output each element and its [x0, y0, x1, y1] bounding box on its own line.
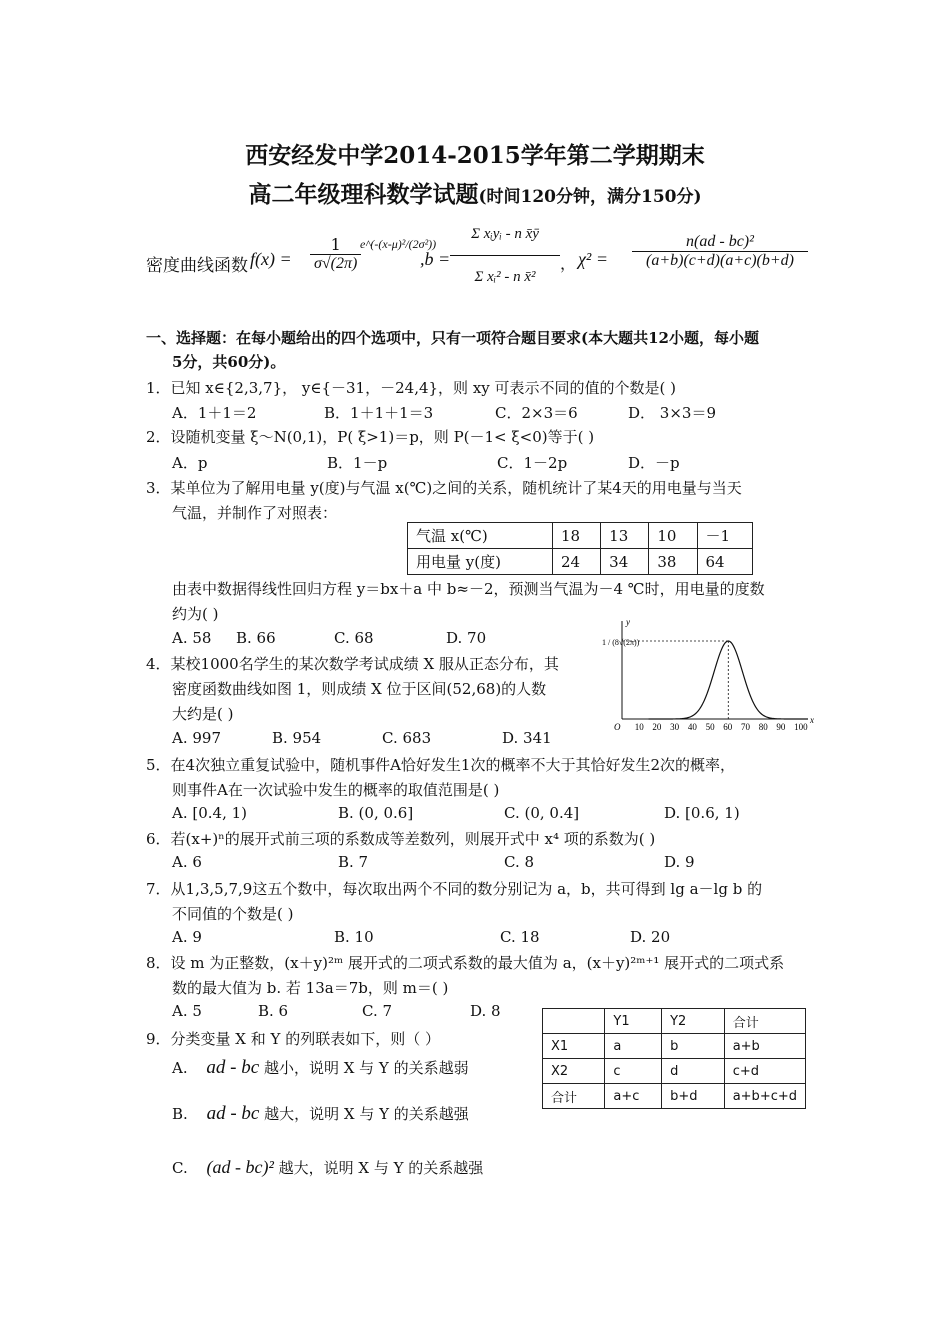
x-tick-label: 20	[652, 722, 662, 732]
chi-numerator: n(ad - bc)²	[632, 233, 808, 252]
table-cell: 18	[553, 523, 601, 549]
density-numerator: 1	[310, 235, 361, 255]
table-cell: b	[662, 1034, 725, 1059]
q8-option-d: D. 8	[470, 1002, 501, 1020]
q7-option-a: A. 9	[172, 928, 202, 946]
q1-option-b: B．1＋1＋1＝3	[324, 404, 434, 422]
q3-table	[407, 522, 753, 575]
table-cell: c+d	[724, 1059, 805, 1084]
b-numerator: Σ xᵢyᵢ - n x̄ȳ	[450, 213, 560, 256]
table-row	[408, 523, 753, 549]
q9-option-c	[172, 1157, 483, 1178]
density-denominator: σ√(2π)	[314, 255, 358, 272]
q7-stem-2: 不同值的个数是( )	[172, 905, 294, 923]
q6-option-d: D. 9	[664, 853, 695, 871]
density-curve	[649, 641, 808, 719]
b-fraction	[450, 213, 560, 298]
q2-option-a: A．p	[172, 454, 208, 472]
formula-line: 密度曲线函数 f(x) = $\frac{1}{\sigma√(2\pi)}$ e^(-(x-μ)²/(2σ²)) ,b = $\frac{\text{Σ xᵢyᵢ - n x̄ȳ}}{\text{Σ xᵢ² - n x̄²}}$ ， χ² = $\frac{\text{n(ad - bc)²}}{(a+b)(c+d)(a+c)(b+d)}$	[146, 213, 826, 313]
q9-option-b-text: 越大，说明 X 与 Y 的关系越强	[264, 1105, 469, 1123]
table-cell: 合计	[543, 1084, 605, 1109]
x-tick-label: 10	[634, 722, 644, 732]
q4-stem-2: 密度函数曲线如图 1，则成绩 X 位于区间(52,68)的人数	[172, 680, 547, 698]
x-tick-label: 90	[776, 722, 786, 732]
section-heading-cont: 5分，共60分)。	[172, 353, 286, 371]
table-cell: X1	[543, 1034, 605, 1059]
density-fraction	[310, 235, 360, 273]
table-cell: a+b	[724, 1034, 805, 1059]
table-row	[543, 1009, 806, 1034]
density-lhs: f(x) =	[250, 249, 292, 269]
q3-stem-2: 气温，并制作了对照表：	[172, 504, 338, 522]
subtitle-note: (时间120分钟，满分150分)	[478, 187, 702, 207]
q9-option-a-text: 越小，说明 X 与 Y 的关系越弱	[263, 1059, 469, 1077]
q1-option-a: A．1＋1＝2	[172, 404, 257, 422]
page-title: 西安经发中学2014-2015学年第二学期期末	[245, 142, 705, 169]
section-heading: 一、选择题：在每小题给出的四个选项中，只有一项符合题目要求(本大题共12小题，每小题	[146, 329, 759, 347]
table-cell: b+d	[662, 1084, 725, 1109]
table-cell: a+b+c+d	[724, 1084, 805, 1109]
table-cell: Y1	[605, 1009, 662, 1034]
q4-option-a: A. 997	[172, 729, 221, 747]
q3-option-c: C. 68	[334, 629, 374, 647]
chi-fraction	[632, 233, 808, 270]
q2-option-c: C．1－2p	[497, 454, 568, 472]
q9-option-c-text: 越大，说明 X 与 Y 的关系越强	[278, 1159, 484, 1177]
q9-option-a-letter: A.	[172, 1059, 188, 1077]
table-cell: 气温 x(℃)	[408, 523, 553, 549]
q3-stem-4: 约为( )	[172, 605, 219, 623]
x-tick-label: 60	[723, 722, 733, 732]
chi-lhs: χ² =	[578, 249, 608, 269]
q9-option-c-letter: C.	[172, 1159, 188, 1177]
table-row	[543, 1059, 806, 1084]
table-cell: 13	[601, 523, 649, 549]
y-peak-label: 1 / (8√(2π))	[602, 638, 640, 647]
b-denominator: Σ xᵢ² - n x̄²	[474, 269, 536, 285]
q3-option-d: D. 70	[446, 629, 487, 647]
table-cell: 34	[601, 549, 649, 575]
table-cell: 24	[553, 549, 601, 575]
q6-stem: 6．若(x+)ⁿ的展开式前三项的系数成等差数列，则展开式中 x⁴ 项的系数为( )	[146, 830, 656, 848]
q6-option-b: B. 7	[338, 853, 369, 871]
subtitle-text: 高二年级理科数学试题	[248, 181, 479, 208]
q5-stem-1: 5．在4次独立重复试验中，随机事件A恰好发生1次的概率不大于其恰好发生2次的概率，	[146, 756, 736, 774]
q5-option-a: A. [0.4, 1)	[172, 804, 248, 822]
table-row	[408, 549, 753, 575]
q1-stem: 1．已知 x∈{2,3,7}， y∈{－31，－24,4}，则 xy 可表示不同的值的个数是( )	[146, 379, 676, 397]
q6-option-a: A. 6	[172, 853, 202, 871]
q3-option-a: A. 58	[172, 629, 212, 647]
q8-stem-1: 8．设 m 为正整数，(x＋y)²ᵐ 展开式的二项式系数的最大值为 a，(x＋y)²ᵐ⁺¹ 展开式的二项式系	[146, 954, 785, 972]
table-cell: 用电量 y(度)	[408, 549, 553, 575]
table-cell: 64	[697, 549, 752, 575]
q9-option-b	[172, 1103, 469, 1125]
normal-curve-chart	[600, 615, 815, 735]
q5-stem-2: 则事件A在一次试验中发生的概率的取值范围是( )	[172, 781, 500, 799]
x-tick-label: 40	[687, 722, 697, 732]
q3-stem-1: 3．某单位为了解用电量 y(度)与气温 x(℃)之间的关系，随机统计了某4天的用电量与当天	[146, 479, 742, 497]
q8-option-a: A. 5	[172, 1002, 202, 1020]
q3-stem-3: 由表中数据得线性回归方程 y＝bx＋a 中 b≈－2，预测当气温为－4 ℃时，用电量的度数	[172, 580, 765, 598]
page-subtitle	[0, 176, 950, 209]
q9-contingency-table	[542, 1008, 806, 1109]
table-cell: 合计	[724, 1009, 805, 1034]
x-tick-label: 80	[758, 722, 768, 732]
q4-option-b: B. 954	[272, 729, 322, 747]
table-cell: a	[605, 1034, 662, 1059]
q7-stem-1: 7．从1,3,5,7,9这五个数中，每次取出两个不同的数分别记为 a，b，共可得到 lg a－lg b 的	[146, 880, 763, 898]
x-tick-label: 70	[741, 722, 750, 732]
x-tick-label: 50	[705, 722, 715, 732]
table-cell: d	[662, 1059, 725, 1084]
q5-option-c: C. (0, 0.4]	[504, 804, 580, 822]
x-tick-label: 30	[670, 722, 680, 732]
b-lhs: ,b =	[420, 249, 451, 269]
q9-option-b-letter: B.	[172, 1105, 188, 1123]
q2-stem: 2．设随机变量 ξ～N(0,1)，P( ξ>1)＝p，则 P(－1< ξ<0)等于( )	[146, 428, 595, 446]
q4-stem-3: 大约是( )	[172, 705, 234, 723]
q9-option-a	[172, 1057, 469, 1079]
q8-stem-2: 数的最大值为 b. 若 13a＝7b，则 m＝( )	[172, 979, 449, 997]
q4-stem-1: 4．某校1000名学生的某次数学考试成绩 X 服从正态分布，其	[146, 655, 559, 673]
q7-option-b: B. 10	[334, 928, 374, 946]
q6-option-c: C. 8	[504, 853, 535, 871]
q3-option-b: B. 66	[236, 629, 276, 647]
table-cell: a+c	[605, 1084, 662, 1109]
q1-option-d: D． 3×3＝9	[628, 404, 716, 422]
chi-denominator: (a+b)(c+d)(a+c)(b+d)	[645, 252, 794, 269]
table-cell: 38	[649, 549, 697, 575]
q9-option-a-expr: ad - bc	[206, 1057, 260, 1078]
table-cell: X2	[543, 1059, 605, 1084]
table-cell: 10	[649, 523, 697, 549]
q5-option-d: D. [0.6, 1)	[664, 804, 740, 822]
table-cell: Y2	[662, 1009, 725, 1034]
q5-option-b: B. (0, 0.6]	[338, 804, 414, 822]
q7-option-d: D. 20	[630, 928, 671, 946]
q4-option-c: C. 683	[382, 729, 432, 747]
x-tick-label: 100	[794, 722, 808, 732]
table-row	[543, 1034, 806, 1059]
formula-label: 密度曲线函数	[146, 256, 248, 276]
q9-option-b-expr: ad - bc	[206, 1103, 260, 1124]
q1-option-c: C．2×3＝6	[495, 404, 578, 422]
x-tick-label: O	[614, 722, 621, 732]
q7-option-c: C. 18	[500, 928, 540, 946]
q9-option-c-expr: (ad - bc)²	[206, 1157, 274, 1177]
q9-stem: 9．分类变量 X 和 Y 的列联表如下，则（ ）	[146, 1030, 440, 1048]
table-cell: c	[605, 1059, 662, 1084]
density-exponent: e^(-(x-μ)²/(2σ²))	[360, 237, 437, 251]
x-axis-label: x	[810, 715, 814, 725]
table-row	[543, 1084, 806, 1109]
table-cell	[543, 1009, 605, 1034]
q8-option-c: C. 7	[362, 1002, 393, 1020]
q8-option-b: B. 6	[258, 1002, 289, 1020]
q4-option-d: D. 341	[502, 729, 552, 747]
q2-option-d: D．－p	[628, 454, 680, 472]
table-cell: －1	[697, 523, 752, 549]
q2-option-b: B．1－p	[327, 454, 388, 472]
y-axis-label: y	[626, 617, 630, 627]
